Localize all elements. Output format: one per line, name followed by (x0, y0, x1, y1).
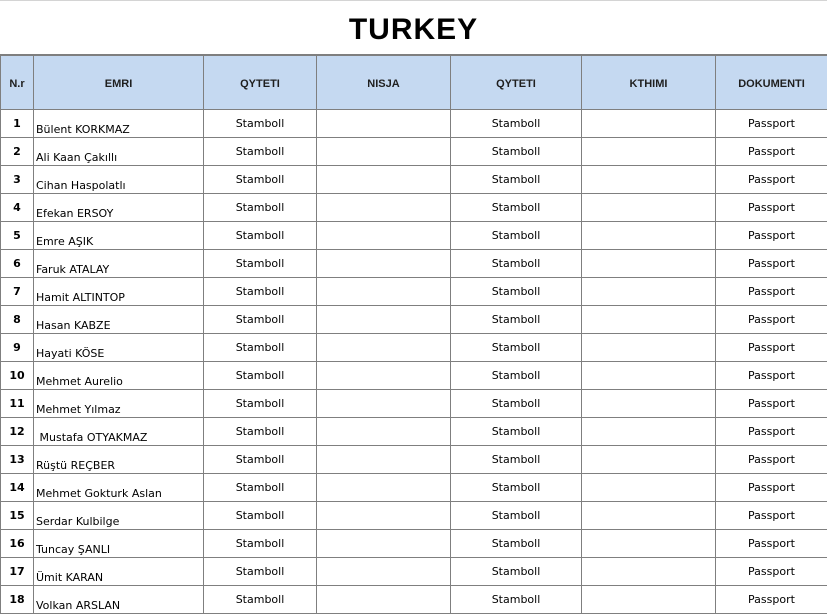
return-city-cell[interactable]: Stamboll (451, 446, 582, 474)
header-cell-emri[interactable] (34, 56, 204, 110)
document-cell[interactable]: Passport (716, 446, 827, 474)
grid-line (0, 0, 827, 1)
departure-city-cell[interactable]: Stamboll (204, 558, 317, 586)
roster-table (0, 55, 827, 614)
header-cell-dokumenti[interactable] (716, 56, 827, 110)
return-cell[interactable] (582, 222, 716, 250)
header-row (1, 56, 827, 110)
name-cell[interactable]: Hasan KABZE (34, 306, 204, 334)
departure-city-cell[interactable]: Stamboll (204, 250, 317, 278)
departure-city-cell[interactable]: Stamboll (204, 446, 317, 474)
sheet-title[interactable]: TURKEY (349, 13, 478, 47)
table-row (1, 278, 827, 306)
name-cell[interactable]: Emre AŞIK (34, 222, 204, 250)
name-cell[interactable]: Cihan Haspolatlı (34, 166, 204, 194)
row-number-cell[interactable]: 15 (1, 502, 34, 530)
return-city-cell[interactable]: Stamboll (451, 362, 582, 390)
row-number-cell[interactable]: 14 (1, 474, 34, 502)
departure-cell[interactable] (317, 474, 451, 502)
departure-city-cell[interactable]: Stamboll (204, 530, 317, 558)
departure-cell[interactable] (317, 418, 451, 446)
name-cell[interactable]: Ali Kaan Çakıllı (34, 138, 204, 166)
return-cell[interactable] (582, 166, 716, 194)
row-number-cell[interactable]: 3 (1, 166, 34, 194)
name-cell[interactable]: Mehmet Aurelio (34, 362, 204, 390)
header-cell-nisja[interactable] (317, 56, 451, 110)
departure-city-cell[interactable]: Stamboll (204, 502, 317, 530)
departure-cell[interactable] (317, 586, 451, 614)
table-row (1, 502, 827, 530)
row-number-cell[interactable]: 11 (1, 390, 34, 418)
departure-cell[interactable] (317, 530, 451, 558)
return-city-cell[interactable]: Stamboll (451, 558, 582, 586)
table-row (1, 418, 827, 446)
departure-cell[interactable] (317, 222, 451, 250)
table-row (1, 166, 827, 194)
header-cell-qyteti-return[interactable] (451, 56, 582, 110)
document-cell[interactable]: Passport (716, 502, 827, 530)
header-label: KTHIMI (582, 56, 715, 90)
table-row (1, 558, 827, 586)
departure-city-cell[interactable]: Stamboll (204, 166, 317, 194)
return-city-cell[interactable]: Stamboll (451, 390, 582, 418)
document-cell[interactable]: Passport (716, 250, 827, 278)
departure-cell[interactable] (317, 166, 451, 194)
departure-cell[interactable] (317, 306, 451, 334)
table-row (1, 110, 827, 138)
table-row (1, 390, 827, 418)
document-cell[interactable]: Passport (716, 558, 827, 586)
header-cell-kthimi[interactable] (582, 56, 716, 110)
row-number-cell[interactable]: 16 (1, 530, 34, 558)
return-city-cell[interactable]: Stamboll (451, 110, 582, 138)
row-number-cell[interactable]: 5 (1, 222, 34, 250)
return-cell[interactable] (582, 586, 716, 614)
header-label: EMRI (34, 56, 203, 90)
return-city-cell[interactable]: Stamboll (451, 222, 582, 250)
table-row (1, 586, 827, 614)
return-cell[interactable] (582, 502, 716, 530)
return-city-cell[interactable]: Stamboll (451, 278, 582, 306)
row-number-cell[interactable]: 4 (1, 194, 34, 222)
return-city-cell[interactable]: Stamboll (451, 306, 582, 334)
document-cell[interactable]: Passport (716, 278, 827, 306)
return-city-cell[interactable]: Stamboll (451, 418, 582, 446)
return-city-cell[interactable]: Stamboll (451, 502, 582, 530)
return-cell[interactable] (582, 390, 716, 418)
departure-cell[interactable] (317, 390, 451, 418)
table-body (1, 110, 827, 614)
return-cell[interactable] (582, 306, 716, 334)
return-cell[interactable] (582, 362, 716, 390)
row-number-cell[interactable]: 12 (1, 418, 34, 446)
table-row (1, 306, 827, 334)
title-row (0, 0, 827, 55)
header-label: QYTETI (204, 56, 316, 90)
row-number-cell[interactable]: 6 (1, 250, 34, 278)
document-cell[interactable]: Passport (716, 390, 827, 418)
return-cell[interactable] (582, 110, 716, 138)
name-cell[interactable]: Mustafa OTYAKMAZ (34, 418, 204, 446)
document-cell[interactable]: Passport (716, 474, 827, 502)
return-cell[interactable] (582, 278, 716, 306)
table-row (1, 446, 827, 474)
return-cell[interactable] (582, 530, 716, 558)
header-label: DOKUMENTI (716, 56, 827, 90)
return-cell[interactable] (582, 446, 716, 474)
document-cell[interactable]: Passport (716, 306, 827, 334)
document-cell[interactable]: Passport (716, 166, 827, 194)
departure-city-cell[interactable]: Stamboll (204, 418, 317, 446)
return-cell[interactable] (582, 558, 716, 586)
departure-cell[interactable] (317, 362, 451, 390)
document-cell[interactable]: Passport (716, 362, 827, 390)
departure-city-cell[interactable]: Stamboll (204, 138, 317, 166)
departure-city-cell[interactable]: Stamboll (204, 110, 317, 138)
return-city-cell[interactable]: Stamboll (451, 138, 582, 166)
name-cell[interactable]: Ümit KARAN (34, 558, 204, 586)
departure-city-cell[interactable]: Stamboll (204, 390, 317, 418)
departure-cell[interactable] (317, 558, 451, 586)
name-cell[interactable]: Volkan ARSLAN (34, 586, 204, 614)
departure-city-cell[interactable]: Stamboll (204, 278, 317, 306)
document-cell[interactable]: Passport (716, 418, 827, 446)
name-cell[interactable]: Hamit ALTINTOP (34, 278, 204, 306)
departure-city-cell[interactable]: Stamboll (204, 334, 317, 362)
row-number-cell[interactable]: 10 (1, 362, 34, 390)
row-number-cell[interactable]: 18 (1, 586, 34, 614)
document-cell[interactable]: Passport (716, 222, 827, 250)
name-cell[interactable]: Hayati KÖSE (34, 334, 204, 362)
table-row (1, 222, 827, 250)
document-cell[interactable]: Passport (716, 586, 827, 614)
departure-cell[interactable] (317, 110, 451, 138)
name-cell[interactable]: Serdar Kulbilge (34, 502, 204, 530)
return-city-cell[interactable]: Stamboll (451, 334, 582, 362)
table-row (1, 138, 827, 166)
return-cell[interactable] (582, 250, 716, 278)
document-cell[interactable]: Passport (716, 138, 827, 166)
table-row (1, 530, 827, 558)
header-label: QYTETI (451, 56, 581, 90)
departure-city-cell[interactable]: Stamboll (204, 474, 317, 502)
return-city-cell[interactable]: Stamboll (451, 250, 582, 278)
header-cell-nr[interactable] (1, 56, 34, 110)
table-row (1, 334, 827, 362)
header-label: NISJA (317, 56, 450, 90)
return-cell[interactable] (582, 418, 716, 446)
document-cell[interactable]: Passport (716, 110, 827, 138)
departure-cell[interactable] (317, 278, 451, 306)
return-city-cell[interactable]: Stamboll (451, 166, 582, 194)
return-city-cell[interactable]: Stamboll (451, 586, 582, 614)
row-number-cell[interactable]: 17 (1, 558, 34, 586)
name-cell[interactable]: Bülent KORKMAZ (34, 110, 204, 138)
departure-cell[interactable] (317, 250, 451, 278)
return-city-cell[interactable]: Stamboll (451, 530, 582, 558)
departure-cell[interactable] (317, 502, 451, 530)
departure-city-cell[interactable]: Stamboll (204, 194, 317, 222)
header-label: N.r (1, 56, 33, 90)
row-number-cell[interactable]: 8 (1, 306, 34, 334)
table-row (1, 250, 827, 278)
departure-city-cell[interactable]: Stamboll (204, 306, 317, 334)
departure-cell[interactable] (317, 138, 451, 166)
departure-city-cell[interactable]: Stamboll (204, 222, 317, 250)
departure-cell[interactable] (317, 334, 451, 362)
row-number-cell[interactable]: 2 (1, 138, 34, 166)
name-cell[interactable]: Faruk ATALAY (34, 250, 204, 278)
header-cell-qyteti[interactable] (204, 56, 317, 110)
departure-city-cell[interactable]: Stamboll (204, 362, 317, 390)
departure-city-cell[interactable]: Stamboll (204, 586, 317, 614)
departure-cell[interactable] (317, 194, 451, 222)
document-cell[interactable]: Passport (716, 530, 827, 558)
name-cell[interactable]: Rüştü REÇBER (34, 446, 204, 474)
name-cell[interactable]: Mehmet Yılmaz (34, 390, 204, 418)
name-cell[interactable]: Mehmet Gokturk Aslan (34, 474, 204, 502)
return-city-cell[interactable]: Stamboll (451, 194, 582, 222)
row-number-cell[interactable]: 13 (1, 446, 34, 474)
return-city-cell[interactable]: Stamboll (451, 474, 582, 502)
name-cell[interactable]: Efekan ERSOY (34, 194, 204, 222)
table-row (1, 194, 827, 222)
departure-cell[interactable] (317, 446, 451, 474)
return-cell[interactable] (582, 474, 716, 502)
return-cell[interactable] (582, 194, 716, 222)
row-number-cell[interactable]: 7 (1, 278, 34, 306)
row-number-cell[interactable]: 1 (1, 110, 34, 138)
return-cell[interactable] (582, 138, 716, 166)
table-row (1, 362, 827, 390)
document-cell[interactable]: Passport (716, 194, 827, 222)
document-cell[interactable]: Passport (716, 334, 827, 362)
row-number-cell[interactable]: 9 (1, 334, 34, 362)
return-cell[interactable] (582, 334, 716, 362)
table-row (1, 474, 827, 502)
name-cell[interactable]: Tuncay ŞANLI (34, 530, 204, 558)
